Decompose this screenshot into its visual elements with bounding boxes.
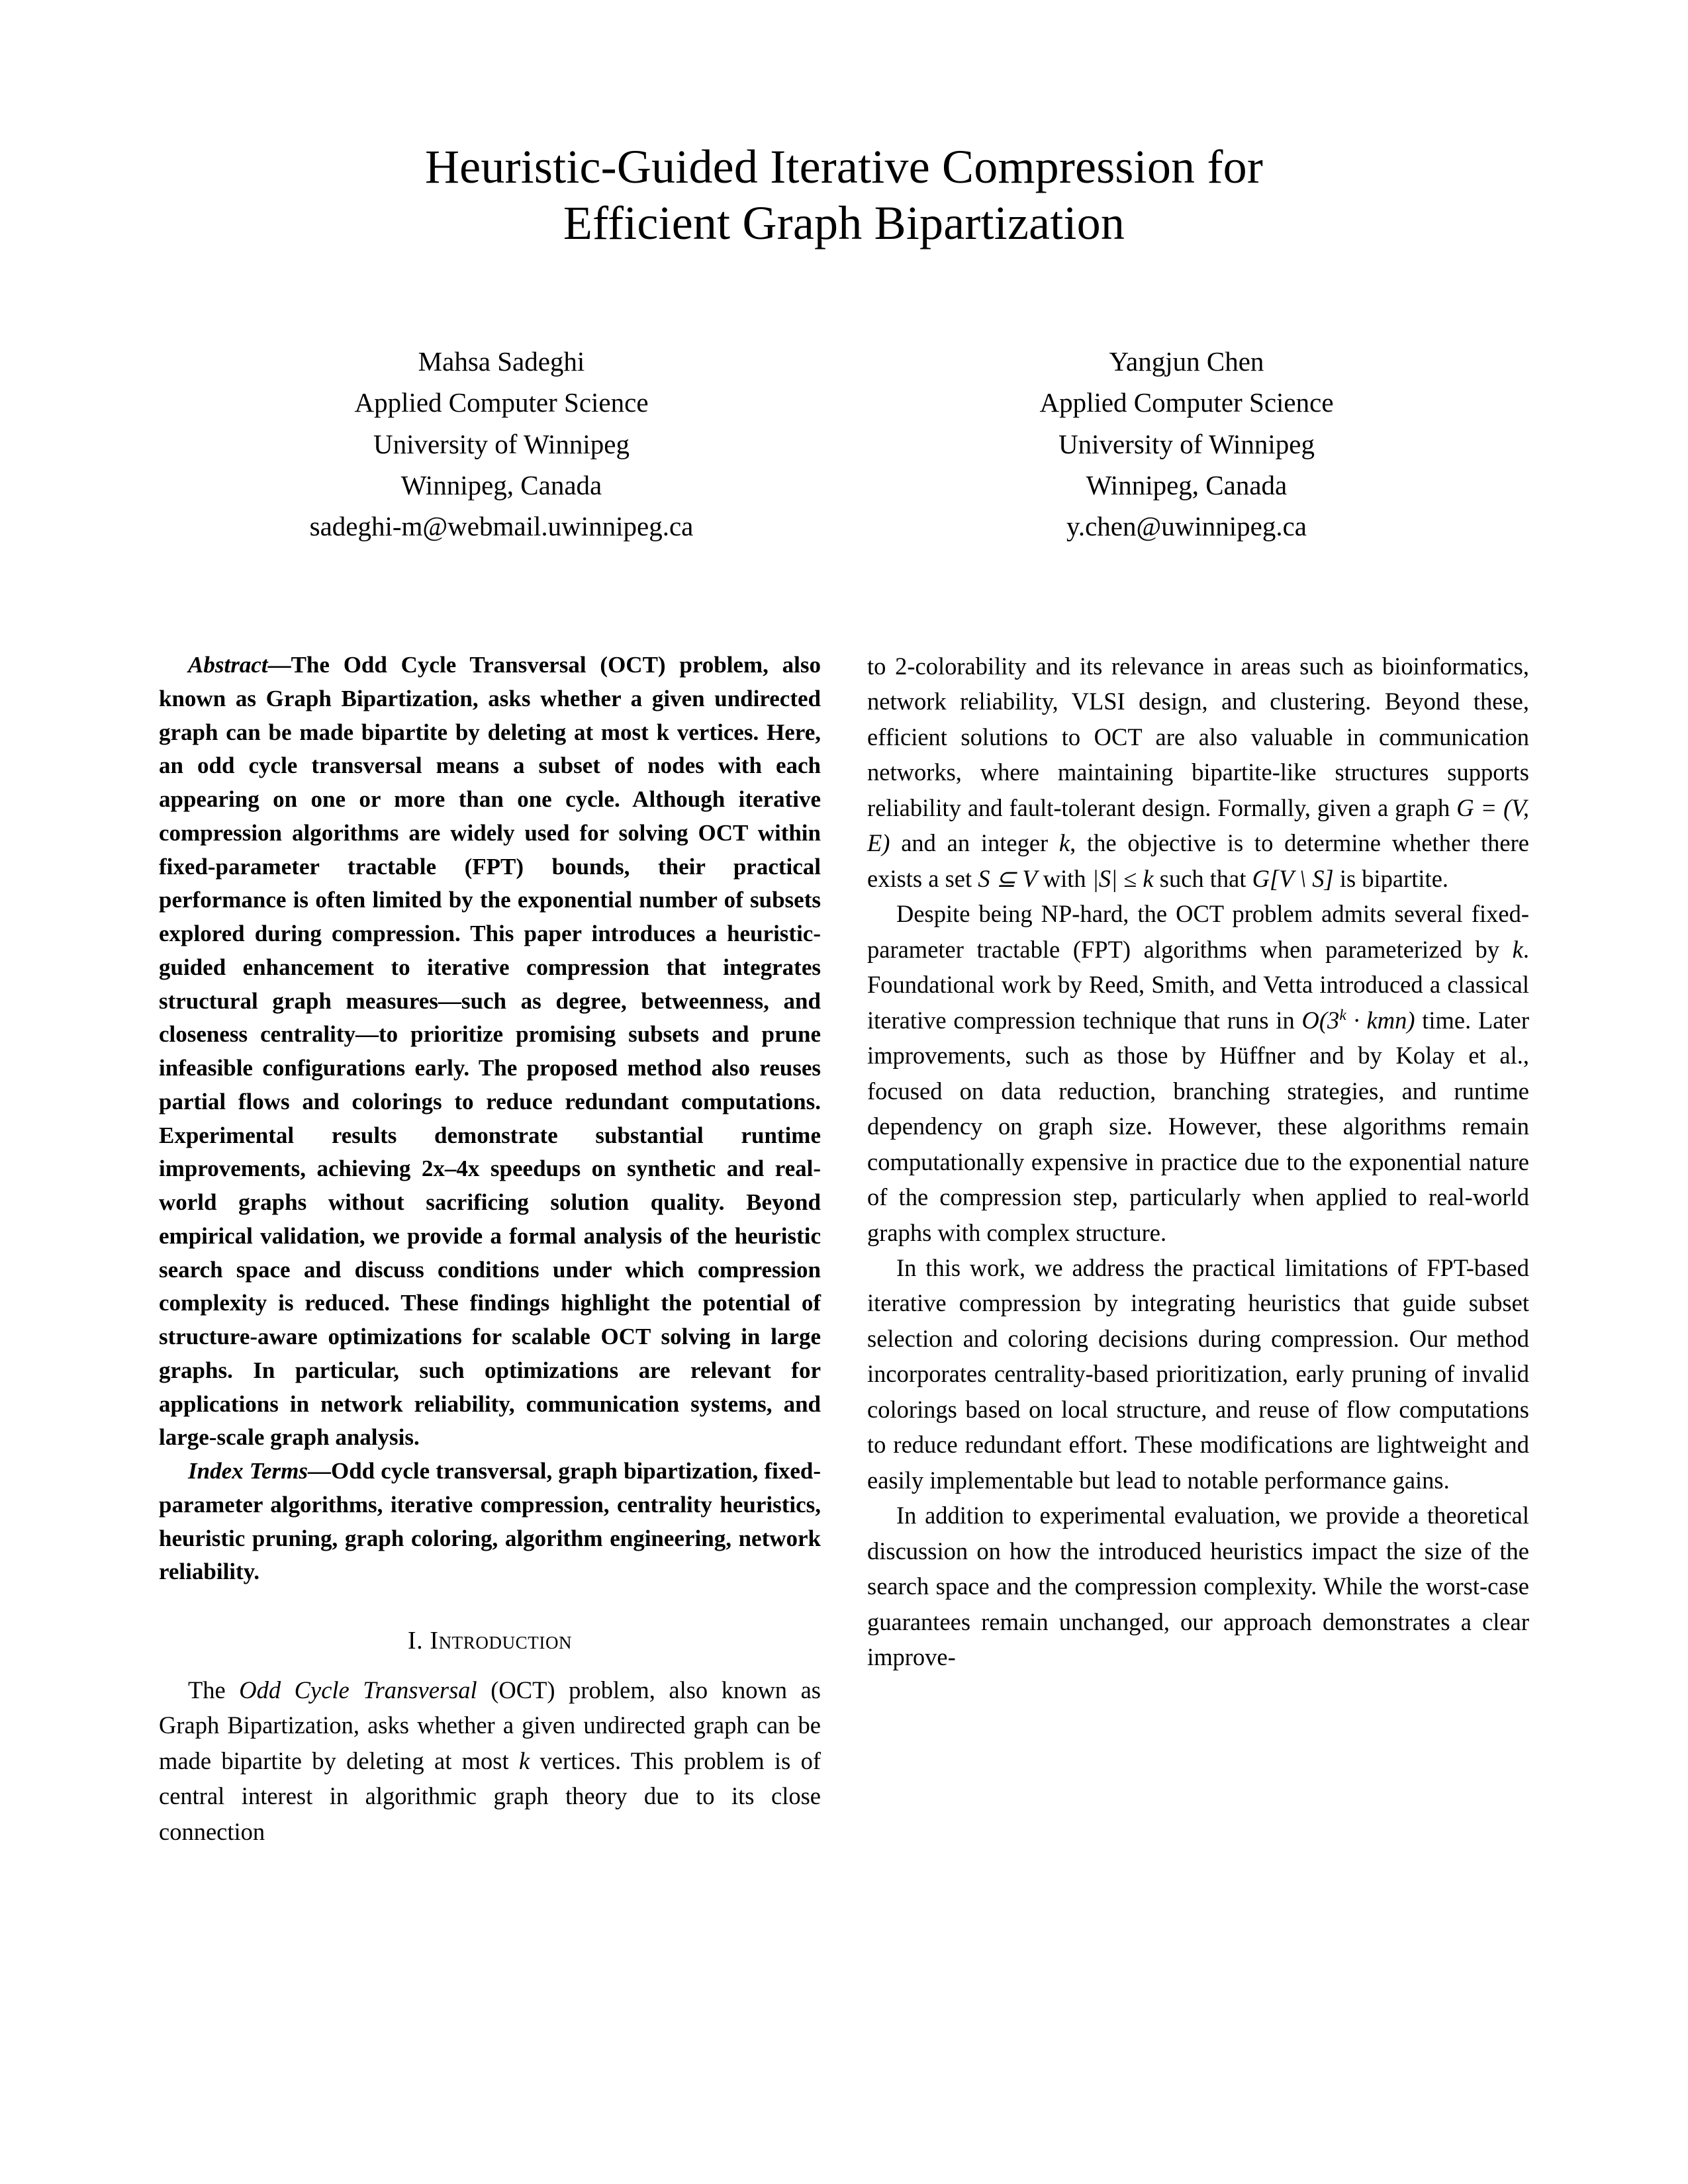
author-block-1 xyxy=(250,341,753,547)
author-city: Winnipeg, Canada xyxy=(1086,469,1288,500)
column-right xyxy=(867,649,1529,1849)
author-department: Applied Computer Science xyxy=(1039,387,1334,418)
section-heading-introduction xyxy=(159,1626,821,1655)
author-city: Winnipeg, Canada xyxy=(400,469,602,500)
index-terms-paragraph xyxy=(159,1455,821,1589)
intro-paragraph-1-right: to 2-colorability and its relevance in areas such as bioinformatics, network reliability, VLSI design, and clustering. Beyond these, efficient solutions to OCT are also valuable in communication networks, where maintaining bipartite-like structures supports reliability and fault-tolerant design. Formally, given a graph G = (V, E) and an integer k, the objective is to determine whether there exists a set S ⊆ V with |S| ≤ k such that G[V \ S] is bipartite. xyxy=(867,653,1529,892)
title-line-2: Efficient Graph Bipartization xyxy=(563,196,1125,250)
author-list xyxy=(159,341,1529,547)
section-title: Introduction xyxy=(430,1627,573,1655)
title-block xyxy=(159,139,1529,251)
abstract-separator: — xyxy=(267,652,291,678)
author-university: University of Winnipeg xyxy=(1058,428,1315,459)
author-email: sadeghi-m@webmail.uwinnipeg.ca xyxy=(309,511,694,542)
intro-paragraph-4: In addition to experimental evaluation, we provide a theoretical discussion on how the introduced heuristics impact the size of the search space and the compression complexity. While the worst-case guarantees remain unchanged, our approach demonstrates a clear improve- xyxy=(867,1502,1529,1671)
index-terms-label: Index Terms xyxy=(188,1458,308,1484)
abstract-paragraph xyxy=(159,649,821,1455)
section-number: I. xyxy=(407,1627,424,1655)
author-email: y.chen@uwinnipeg.ca xyxy=(1066,511,1307,542)
intro-paragraph-1-left: The Odd Cycle Transversal (OCT) problem, also known as Graph Bipartization, asks whether a given undirected graph can be made bipartite by deleting at most k vertices. This problem is of central interest in algorithmic graph theory due to its close connection xyxy=(159,1676,821,1845)
column-left xyxy=(159,649,821,1849)
author-block-2 xyxy=(935,341,1438,547)
intro-paragraph-3: In this work, we address the practical limitations of FPT-based iterative compression by integrating heuristics that guide subset selection and coloring decisions during compression. Our method incorporates centrality-based prioritization, early pruning of invalid colorings based on local structure, and reuse of flow computations to reduce redundant effort. These modifications are lightweight and easily implementable but lead to notable performance gains. xyxy=(867,1253,1529,1494)
author-university: University of Winnipeg xyxy=(373,428,630,459)
title-line-1: Heuristic-Guided Iterative Compression for xyxy=(424,140,1264,193)
index-terms-body: Odd cycle transversal, graph bipartization, fixed-parameter algorithms, iterative compression, centrality heuristics, heuristic pruning, graph coloring, algorithm engineering, network reliability. xyxy=(159,1458,821,1585)
index-terms-separator: — xyxy=(307,1458,331,1484)
author-department: Applied Computer Science xyxy=(354,387,649,418)
body-columns xyxy=(159,649,1529,1849)
author-name: Mahsa Sadeghi xyxy=(418,346,585,377)
page-title xyxy=(159,139,1529,251)
author-name: Yangjun Chen xyxy=(1109,346,1264,377)
abstract-body: The Odd Cycle Transversal (OCT) problem, also known as Graph Bipartization, asks whether a given undirected graph can be made bipartite by deleting at most k vertices. Here, an odd cycle transversal means a subset of nodes with each appearing on one or more than one cycle. Although iterative compression algorithms are widely used for solving OCT within fixed-parameter tractable (FPT) bounds, their practical performance is often limited by the exponential number of subsets explored during compression. This paper introduces a heuristic-guided enhancement to iterative compression that integrates structural graph measures—such as degree, betweenness, and closeness centrality—to prioritize promising subsets and prune infeasible configurations early. The proposed method also reuses partial flows and colorings to reduce redundant computations. Experimental results demonstrate substantial runtime improvements, achieving 2x–4x speedups on synthetic and real-world graphs without sacrificing solution quality. Beyond empirical validation, we provide a formal analysis of the heuristic search space and discuss conditions under which compression complexity is reduced. These findings highlight the potential of structure-aware optimizations for scalable OCT solving in large graphs. In particular, such optimizations are relevant for applications in network reliability, communication systems, and large-scale graph analysis. xyxy=(159,652,821,1451)
abstract-label: Abstract xyxy=(188,652,268,678)
intro-paragraph-2: Despite being NP-hard, the OCT problem admits several fixed-parameter tractable (FPT) algorithms when parameterized by k. Foundational work by Reed, Smith, and Vetta introduced a classical iterative compression technique that runs in $O(3^k \cdot kmn)$ time. Later improvements, such as those by Hüffner and by Kolay et al., focused on data reduction, branching strategies, and runtime dependency on graph size. However, these algorithms remain computationally expensive in practice due to the exponential nature of the compression step, particularly when applied to real-world graphs with complex structure. xyxy=(867,900,1529,1246)
